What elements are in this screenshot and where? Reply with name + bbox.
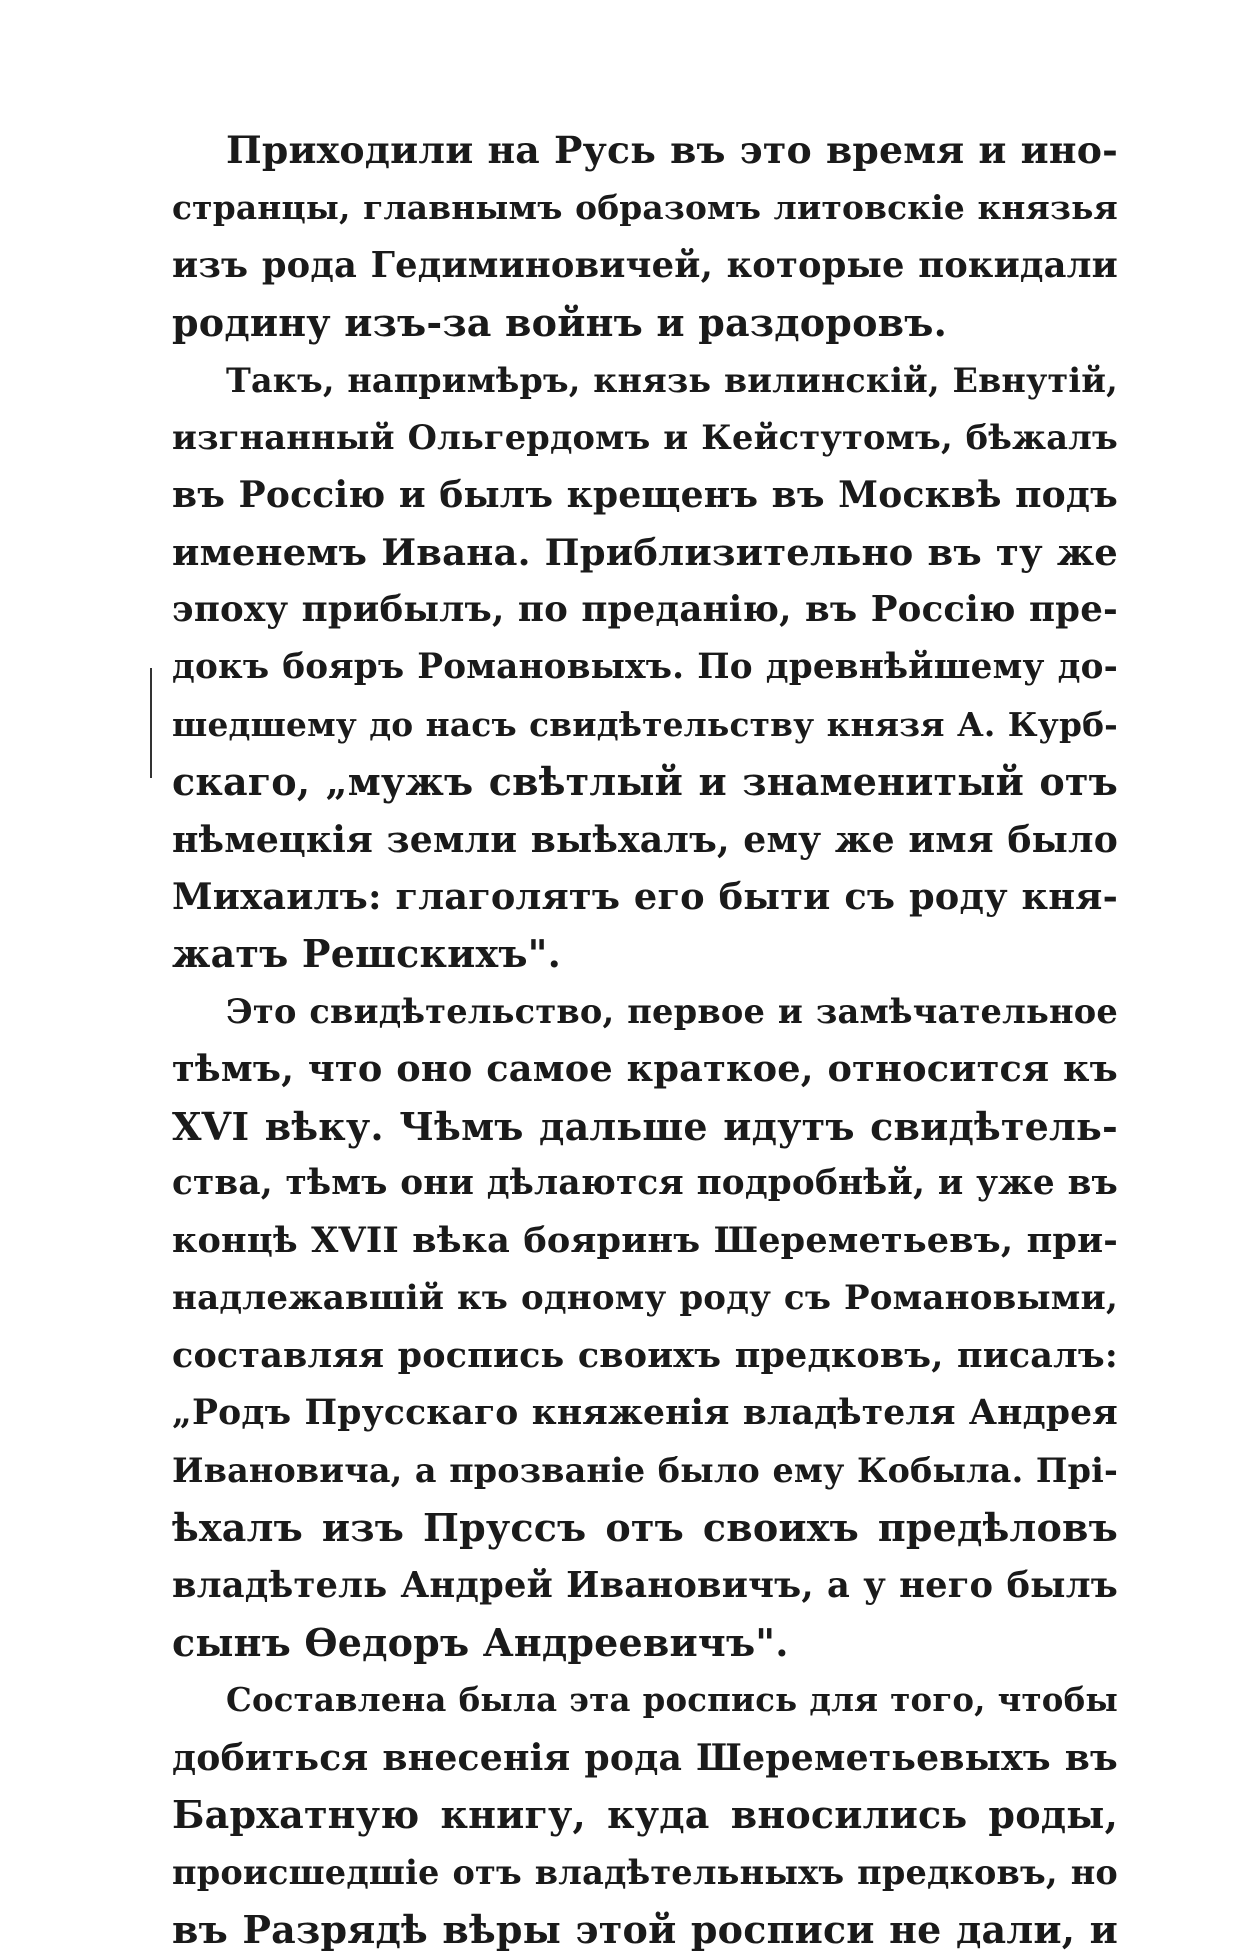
text-line: жатъ Решскихъ". (172, 931, 562, 977)
text-line: нѣмецкія земли выѣхалъ, ему же имя было (172, 817, 1118, 861)
text-line: Это свидѣтельство, первое и замѣчательное (226, 990, 1118, 1031)
text-line: Такъ, напримѣръ, князь вилинскій, Евнутій, (226, 360, 1118, 400)
text-line: въ Россію и былъ крещенъ въ Москвѣ подъ (172, 473, 1118, 517)
paragraph-2 (172, 352, 1118, 983)
paragraph-4 (172, 1672, 1118, 1959)
text-line: скаго, „мужъ свѣтлый и знаменитый отъ (172, 759, 1118, 805)
text-line: концѣ XVII вѣка бояринъ Шереметьевъ, при- (172, 1220, 1118, 1262)
text-line: добиться внесенія рода Шереметьевыхъ въ (172, 1735, 1118, 1779)
text-line: изъ рода Гедиминовичей, которые покидали (172, 244, 1118, 286)
text-line: владѣтель Андрей Ивановичъ, а у него былъ (172, 1564, 1118, 1606)
text-line: родину изъ-за войнъ и раздоровъ. (172, 300, 948, 346)
body-text (172, 122, 1118, 1959)
text-line: странцы, главнымъ образомъ литовскіе князья (172, 188, 1118, 228)
text-line: надлежавшій къ одному роду съ Романовыми, (172, 1277, 1118, 1318)
text-line: Приходили на Русь въ это время и ино- (226, 128, 1118, 172)
text-line: докъ бояръ Романовыхъ. По древнѣйшему до- (172, 646, 1118, 687)
text-line: шедшему до насъ свидѣтельству князя А. Курб- (172, 704, 1118, 744)
margin-mark (150, 668, 152, 778)
paragraph-1 (172, 122, 1118, 352)
text-line: эпоху прибылъ, по преданію, въ Россію пре- (172, 589, 1118, 631)
text-line: ства, тѣмъ они дѣлаются подробнѣй, и уже въ (172, 1163, 1118, 1204)
text-line: Бархатную книгу, куда вносились роды, (172, 1792, 1118, 1838)
text-line: происшедшіе отъ владѣтельныхъ предковъ, но (172, 1852, 1118, 1892)
text-line: именемъ Ивана. Приблизительно въ ту же (172, 529, 1118, 574)
text-line: XVI вѣку. Чѣмъ дальше идутъ свидѣтель- (172, 1103, 1118, 1149)
text-line: Ивановича, а прозваніе было ему Кобыла. Прі- (172, 1450, 1118, 1490)
text-line: „Родъ Прусскаго княженія владѣтеля Андрея (172, 1392, 1118, 1433)
text-line: Составлена была эта роспись для того, чтобы (226, 1680, 1118, 1719)
text-line: тѣмъ, что оно самое краткое, относится къ (172, 1047, 1118, 1091)
text-line: сынъ Өедоръ Андреевичъ". (172, 1620, 789, 1666)
text-line: въ Разрядѣ вѣры этой росписи не дали, и (172, 1907, 1118, 1953)
text-line: ѣхалъ изъ Пруссъ отъ своихъ предѣловъ (172, 1505, 1118, 1551)
text-line: Михаилъ: глаголятъ его быти съ роду кня- (172, 875, 1118, 919)
paragraph-3 (172, 983, 1118, 1672)
text-line: составляя роспись своихъ предковъ, писалъ: (172, 1335, 1118, 1377)
text-line: изгнанный Ольгердомъ и Кейстутомъ, бѣжалъ (172, 416, 1118, 457)
